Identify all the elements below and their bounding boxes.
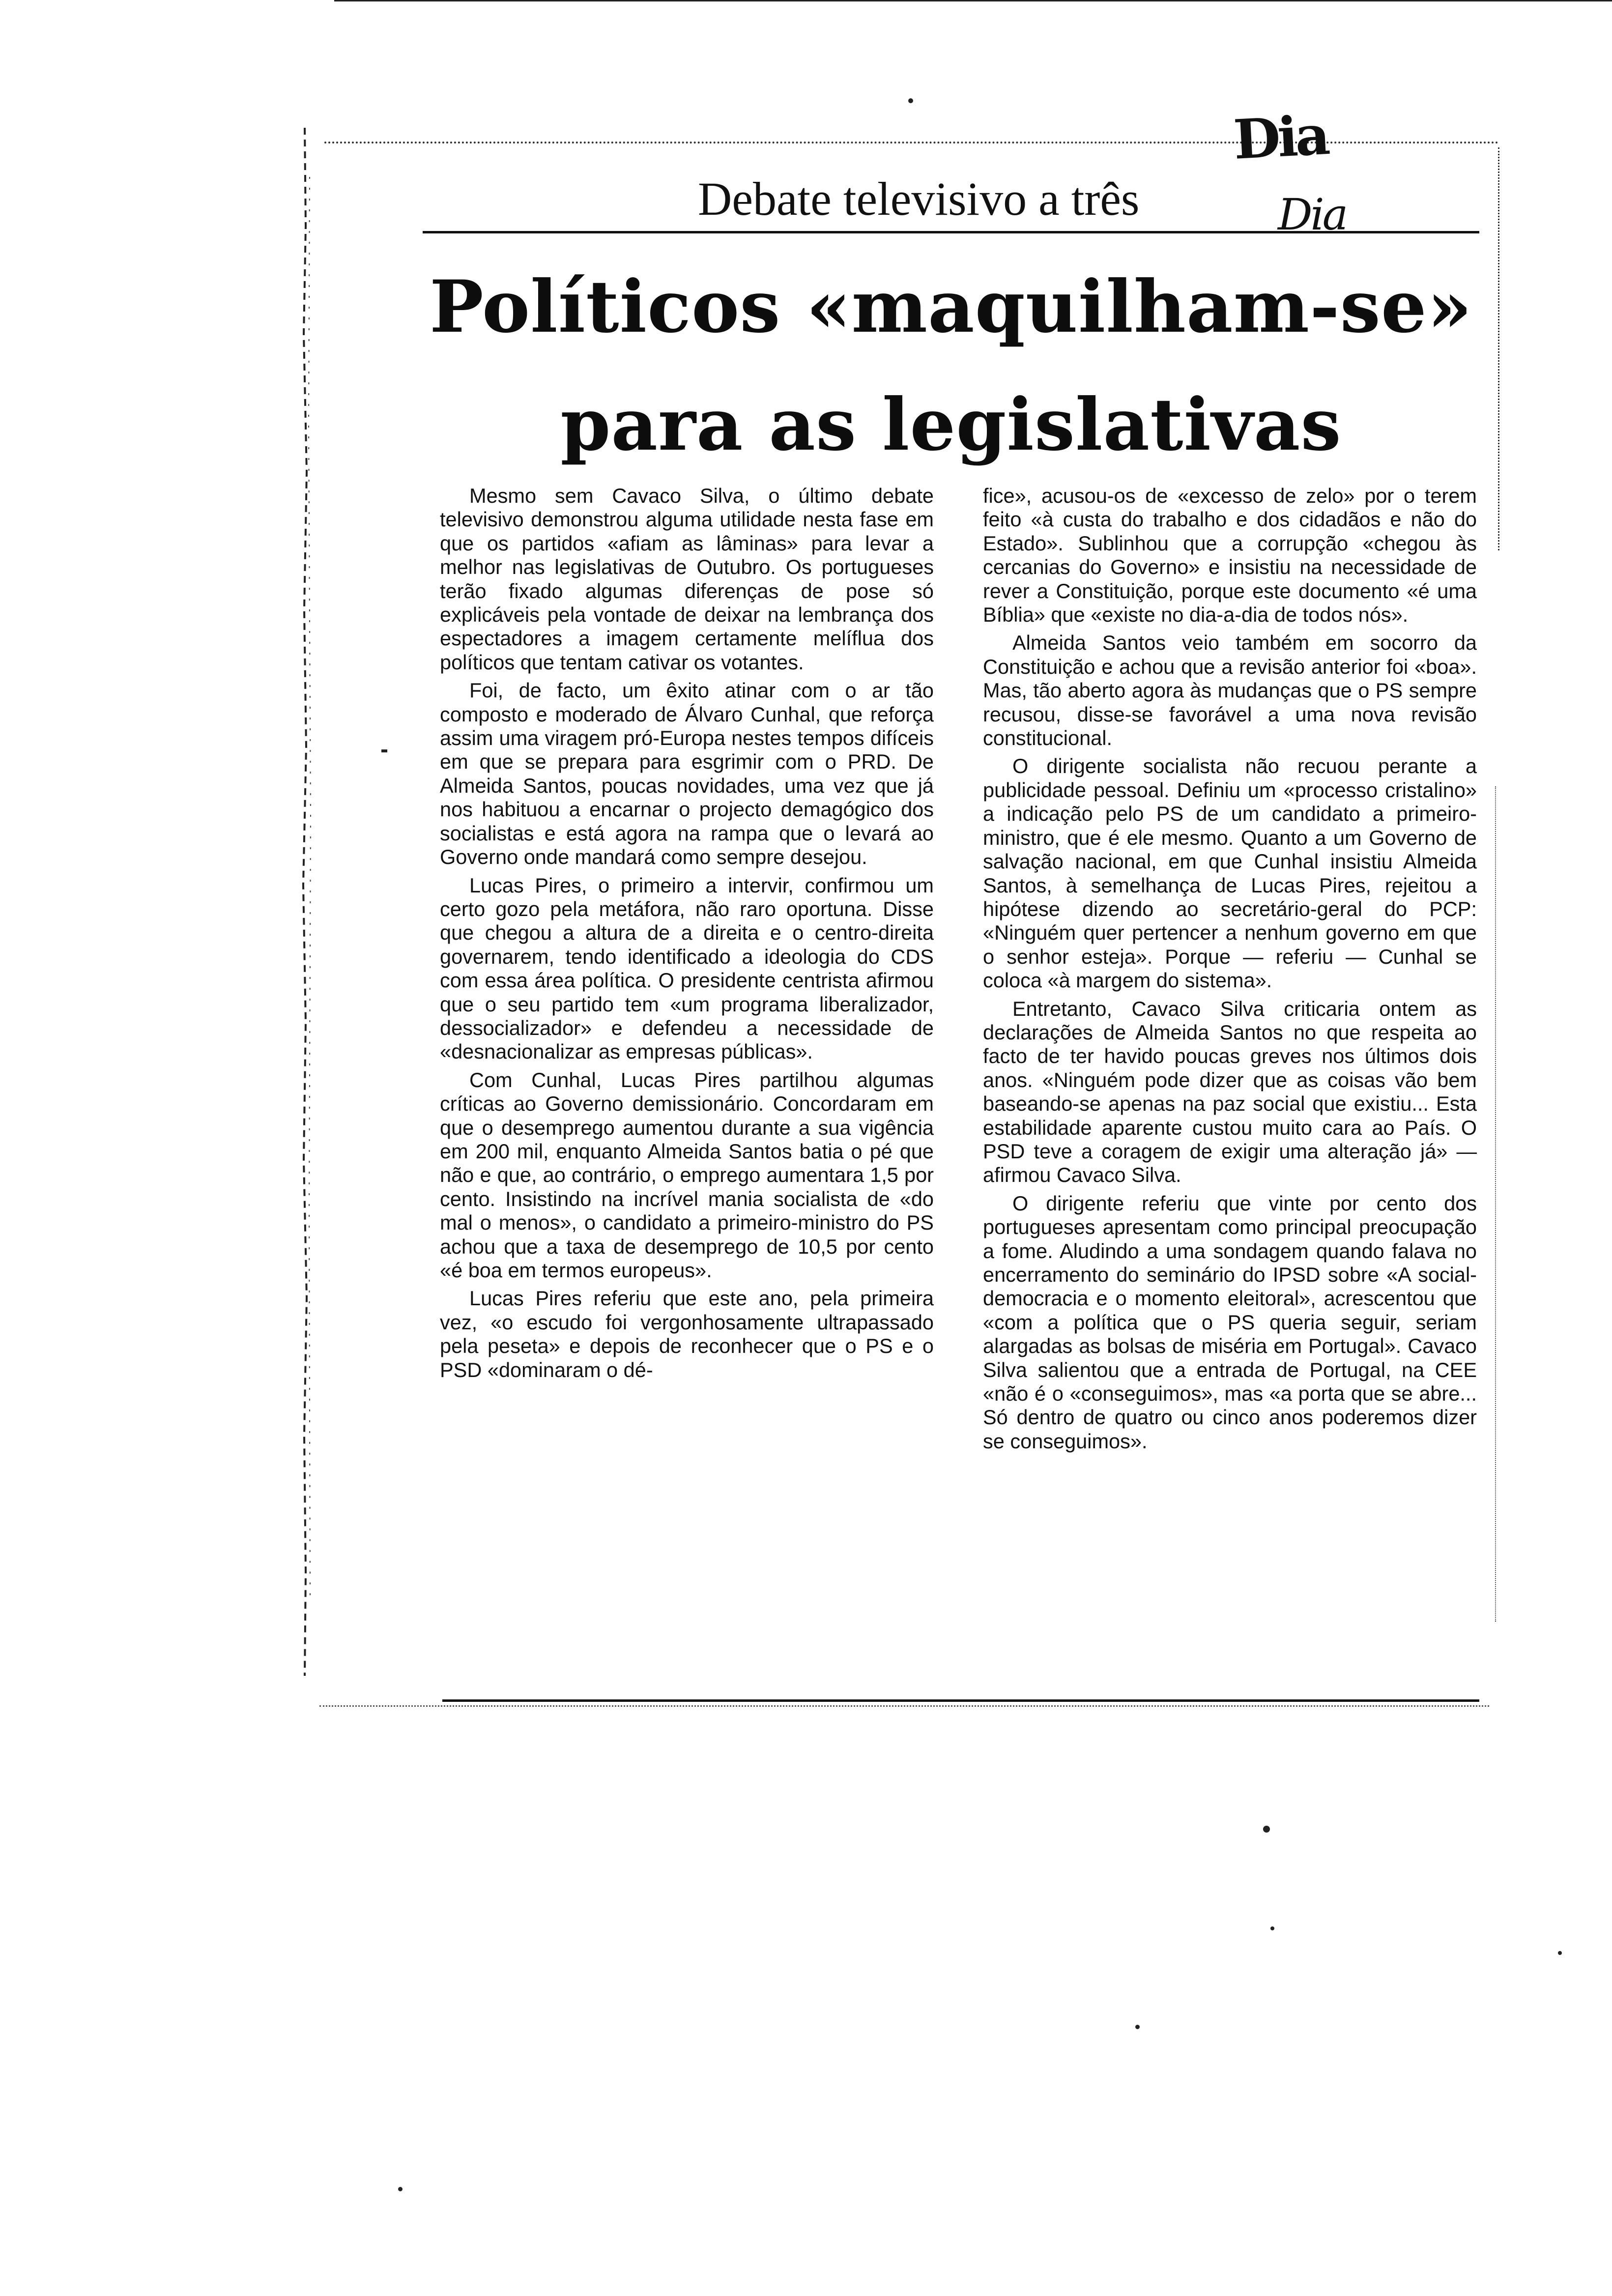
scan-speck — [398, 2187, 403, 2191]
article-bottom-rule — [442, 1699, 1479, 1702]
headline-line-2: para as legislativas — [560, 383, 1342, 467]
scan-speck — [1263, 1826, 1270, 1833]
scan-left-edge — [295, 128, 315, 1676]
article-column-left — [440, 484, 934, 1386]
paragraph: Lucas Pires, o primeiro a intervir, confirmou um certo gozo pela metáfora, não raro oportuna. Disse que chegou a altura de a direita e o centro-direita governarem, tendo identificado a ideologia do CDS com essa área política. O presidente centrista afirmou que o seu partido tem «um programa liberalizador, dessocializador» e defendeu a necessidade de «desnacionalizar as empresas públicas». — [440, 873, 934, 1063]
paragraph: Foi, de facto, um êxito atinar com o ar tão composto e moderado de Álvaro Cunhal, que reforça assim uma viragem pró-Europa nestes tempos difíceis em que se prepara para esgrimir com o PRD. De Almeida Santos, poucas novidades, uma vez que já nos habituou a encarnar o projecto demagógico dos socialistas e está agora na rampa que o levará ao Governo onde mandará como sempre desejou. — [440, 679, 934, 869]
kicker-rule — [423, 231, 1479, 233]
paragraph: Mesmo sem Cavaco Silva, o último debate televisivo demonstrou alguma utilidade nesta fase em que os partidos «afiam as lâminas» para levar a melhor nas legislativas de Outubro. Os portugueses terão fixado algumas diferenças de pose só explicáveis pela vontade de deixar na lembrança dos espectadores a imagem certamente melíflua dos políticos que tentam cativar os votantes. — [440, 484, 934, 674]
headline-line-1: Políticos «maquilham-se» — [429, 265, 1473, 349]
scan-right-edge — [1498, 147, 1503, 550]
article-column-right — [983, 484, 1477, 1458]
scan-speck — [1558, 1951, 1562, 1955]
paragraph: O dirigente socialista não recuou perante a publicidade pessoal. Definiu um «processo cristalino» a indicação pelo PS de um candidato a primeiro-ministro, que é ele mesmo. Quanto a um Governo de salvação nacional, em que Cunhal insistiu Almeida Santos, à semelhança de Lucas Pires, rejeitou a hipótese dizendo ao secretário-geral do PCP: «Ninguém quer pertencer a nenhum governo em que o senhor esteja». Porque — referiu — Cunhal se coloca «à margem do sistema». — [983, 754, 1477, 992]
clipping-bottom-border — [319, 1705, 1489, 1707]
handwritten-note-bottom: Dia — [1278, 189, 1347, 240]
article-header — [423, 167, 1479, 236]
scan-speck — [1135, 2025, 1140, 2029]
handwritten-note-top: Dia — [1232, 103, 1329, 172]
paragraph-continued: fice», acusou-os de «excesso de zelo» por o terem feito «à custa do trabalho e dos cidadãos e não do Estado». Sublinhou que a corrupção «chegou às cercanias do Governo» e insistiu na necessidade de rever a Constituição, porque este documento «é uma Bíblia» que «existe no dia-a-dia de todos nós». — [983, 484, 1477, 627]
paragraph: Almeida Santos veio também em socorro da Constituição e achou que a revisão anterior foi «boa». Mas, tão aberto agora às mudanças que o PS sempre recusou, disse-se favorável a uma nova revisão constitucional. — [983, 631, 1477, 750]
paragraph: Lucas Pires referiu que este ano, pela primeira vez, «o escudo foi vergonhosamente ultrapassado pela peseta» e depois de reconhecer que o PS e o PSD «dominaram o dé- — [440, 1287, 934, 1381]
paragraph: Entretanto, Cavaco Silva criticaria ontem as declarações de Almeida Santos no que respeita ao facto de ter havido poucas greves nos últimos dois anos. «Ninguém pode dizer que as coisas vão bem baseando-se apenas na paz social que existiu... Esta estabilidade aparente custou muito cara ao País. O PSD teve a coragem de exigir uma alteração já» — afirmou Cavaco Silva. — [983, 997, 1477, 1187]
paragraph: Com Cunhal, Lucas Pires partilhou algumas críticas ao Governo demissionário. Concordaram em que o desemprego aumentou durante a sua vigência em 200 mil, enquanto Almeida Santos batia o pé que não e que, ao contrário, o emprego aumentara 1,5 por cento. Insistindo na incrível mania socialista de «do mal o menos», o candidato a primeiro-ministro do PS achou que a taxa de desemprego de 10,5 por cento «é boa em termos europeus». — [440, 1068, 934, 1282]
paragraph: O dirigente referiu que vinte por cento dos portugueses apresentam como principal preocupação a fome. Aludindo a uma sondagem quando falava no encerramento do seminário do IPSD sobre «A social-democracia e o momento eleitoral», acrescentou que «com a política que o PS queria seguir, seriam alargadas as bolsas de miséria em Portugal». Cavaco Silva salientou que a entrada de Portugal, na CEE «não é o «conseguimos», mas «a porta que se abre... Só dentro de quatro ou cinco anos poderemos dizer se conseguimos». — [983, 1191, 1477, 1453]
scan-speck — [908, 98, 913, 103]
scan-top-edge — [334, 0, 1612, 1]
scan-speck — [1270, 1926, 1274, 1930]
scan-speck — [381, 749, 387, 752]
headline — [423, 248, 1479, 484]
kicker: Debate televisivo a três — [698, 172, 1140, 225]
scan-right-edge-lower — [1495, 786, 1500, 1622]
